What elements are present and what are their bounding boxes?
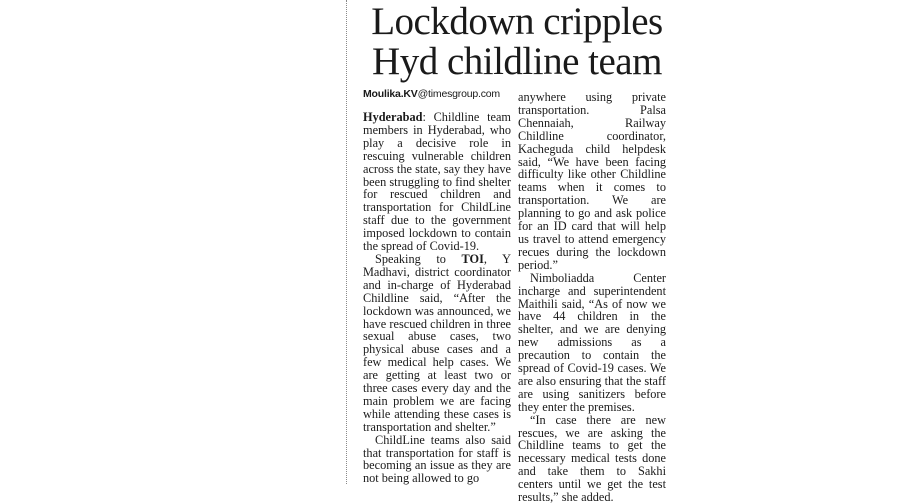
- byline-email-domain: @timesgroup.com: [417, 88, 500, 100]
- paragraph: [363, 111, 511, 253]
- article-column-2: [518, 91, 666, 504]
- byline-name: Moulika.KV: [363, 88, 418, 100]
- headline: [352, 0, 682, 82]
- column-divider: [346, 0, 347, 484]
- paragraph-text: Speaking to: [375, 251, 462, 266]
- article-column-1: [363, 88, 511, 485]
- dateline: Hyderabad: [363, 110, 423, 124]
- byline: [363, 88, 511, 101]
- headline-line-2: Hyd childline team: [372, 40, 662, 83]
- paragraph: Nimboliadda Center incharge and superintendent Maithili said, “As of now we have 44 children in the shelter, and we are denying new admissions as a precaution to contain the spread of Covid-19 cases. We are also ensuring that the staff are using sanitizers before they enter the premises.: [518, 270, 666, 414]
- paragraph: anywhere using private transportation. Palsa Chennaiah, Railway Childline coordinator, Kacheguda child helpdesk said, “We have been facing difficulty like other Childline teams when it comes to transportation. We are planning to go and ask police for an ID card that will help us travel to attend emergency recues during the lockdown period.”: [518, 90, 666, 272]
- paragraph: [363, 253, 511, 434]
- paragraph: “In case there are new rescues, we are asking the Childline teams to get the necessary medical tests done and take them to Sakhi centers until we get the test results,” she added.: [518, 412, 666, 504]
- paragraph: ChildLine teams also said that transportation for staff is becoming an issue as they are not being allowed to go: [363, 432, 511, 486]
- paragraph-text: : Childline team members in Hyderabad, who play a decisive role in rescuing vulnerable children across the state, say they have been struggling to find shelter for rescued children and transportation for ChildLine staff due to the government imposed lockdown to contain the spread of Covid-19.: [363, 110, 511, 254]
- headline-line-1: Lockdown cripples: [371, 0, 663, 43]
- paragraph-text: , Y Madhavi, district coordinator and in-charge of Hyderabad Childline said, “After the lockdown was announced, we have rescued children in three sexual abuse cases, two physical abuse cases and a few medical help cases. We are getting at least two or three cases every day and the main problem we are facing while attending these cases is transportation and shelter.”: [363, 251, 511, 434]
- publication-name: TOI: [461, 251, 484, 266]
